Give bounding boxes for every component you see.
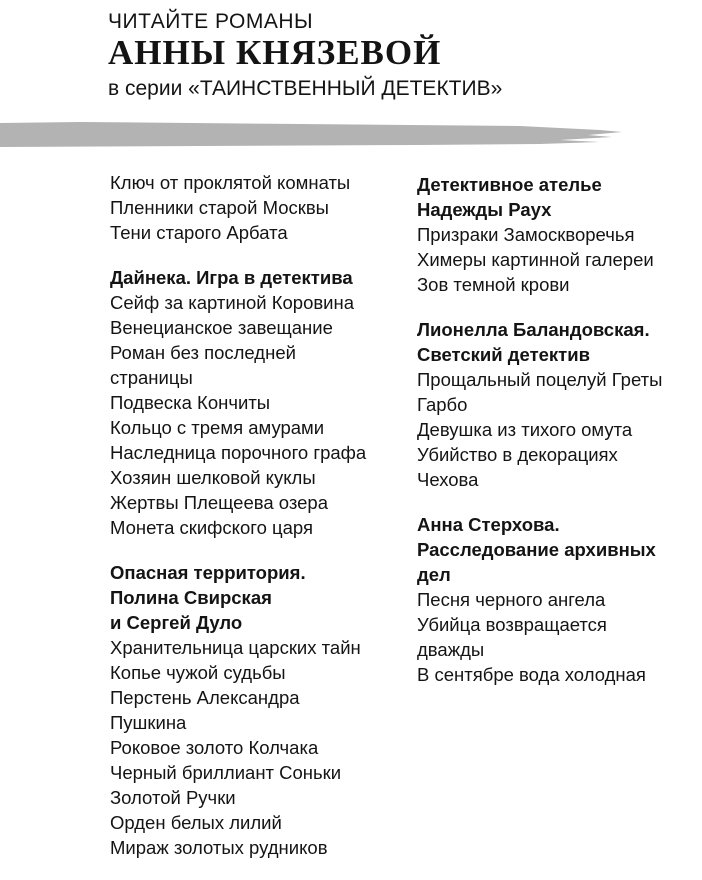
- book-title: Убийство в декорациях Чехова: [417, 444, 618, 490]
- right-column: [417, 172, 702, 707]
- book-title: Орден белых лилий: [110, 812, 282, 833]
- series-title: Опасная территория. Полина Свирская и Сергей Дуло: [110, 562, 306, 633]
- book-series: [417, 317, 702, 492]
- book-title: Хозяин шелковой куклы: [110, 467, 316, 488]
- book-series: [417, 172, 702, 297]
- series-name: в серии «ТАИНСТВЕННЫЙ ДЕТЕКТИВ»: [108, 77, 503, 100]
- book-series: [110, 265, 410, 540]
- book-title: Мираж золотых рудников: [110, 837, 328, 858]
- left-column: [110, 170, 410, 880]
- book-title: Пленники старой Москвы: [110, 197, 329, 218]
- book-title: Копье чужой судьбы: [110, 662, 286, 683]
- book-title: Призраки Замоскворечья: [417, 224, 635, 245]
- book-title: Венецианское завещание: [110, 317, 333, 338]
- book-title: Ключ от проклятой комнаты: [110, 172, 351, 193]
- brush-stroke: [0, 122, 622, 147]
- book-title: Подвеска Кончиты: [110, 392, 271, 413]
- author-name: АННЫ КНЯЗЕВОЙ: [108, 33, 442, 72]
- book-title: Химеры картинной галереи: [417, 249, 654, 270]
- book-title: В сентябре вода холодная: [417, 664, 646, 685]
- book-title: Кольцо с тремя амурами: [110, 417, 325, 438]
- book-series: [110, 170, 410, 245]
- book-title: Черный бриллиант Соньки Золотой Ручки: [110, 762, 342, 808]
- book-title: Перстень Александра Пушкина: [110, 687, 300, 733]
- series-title: Анна Стерхова. Расследование архивных дел: [417, 514, 656, 585]
- book-series: [417, 512, 702, 687]
- book-title: Хранительница царских тайн: [110, 637, 361, 658]
- brush-stroke-divider: [0, 118, 702, 152]
- book-title: Монета скифского царя: [110, 517, 313, 538]
- header-line-1: ЧИТАЙТЕ РОМАНЫ: [108, 10, 314, 33]
- book-title: Роман без последней страницы: [110, 342, 296, 388]
- book-title: Жертвы Плещеева озера: [110, 492, 329, 513]
- series-title: Детективное ателье Надежды Раух: [417, 174, 602, 220]
- book-title: Тени старого Арбата: [110, 222, 288, 243]
- book-title: Убийца возвращается дважды: [417, 614, 607, 660]
- series-title: Лионелла Баландовская. Светский детектив: [417, 319, 650, 365]
- book-title: Песня черного ангела: [417, 589, 606, 610]
- book-title: Роковое золото Колчака: [110, 737, 319, 758]
- book-title: Прощальный поцелуй Греты Гарбо: [417, 369, 663, 415]
- book-title: Девушка из тихого омута: [417, 419, 633, 440]
- book-series: [110, 560, 410, 860]
- book-title: Сейф за картиной Коровина: [110, 292, 355, 313]
- book-title: Зов темной крови: [417, 274, 570, 295]
- book-title: Наследница порочного графа: [110, 442, 367, 463]
- series-title: Дайнека. Игра в детектива: [110, 267, 353, 288]
